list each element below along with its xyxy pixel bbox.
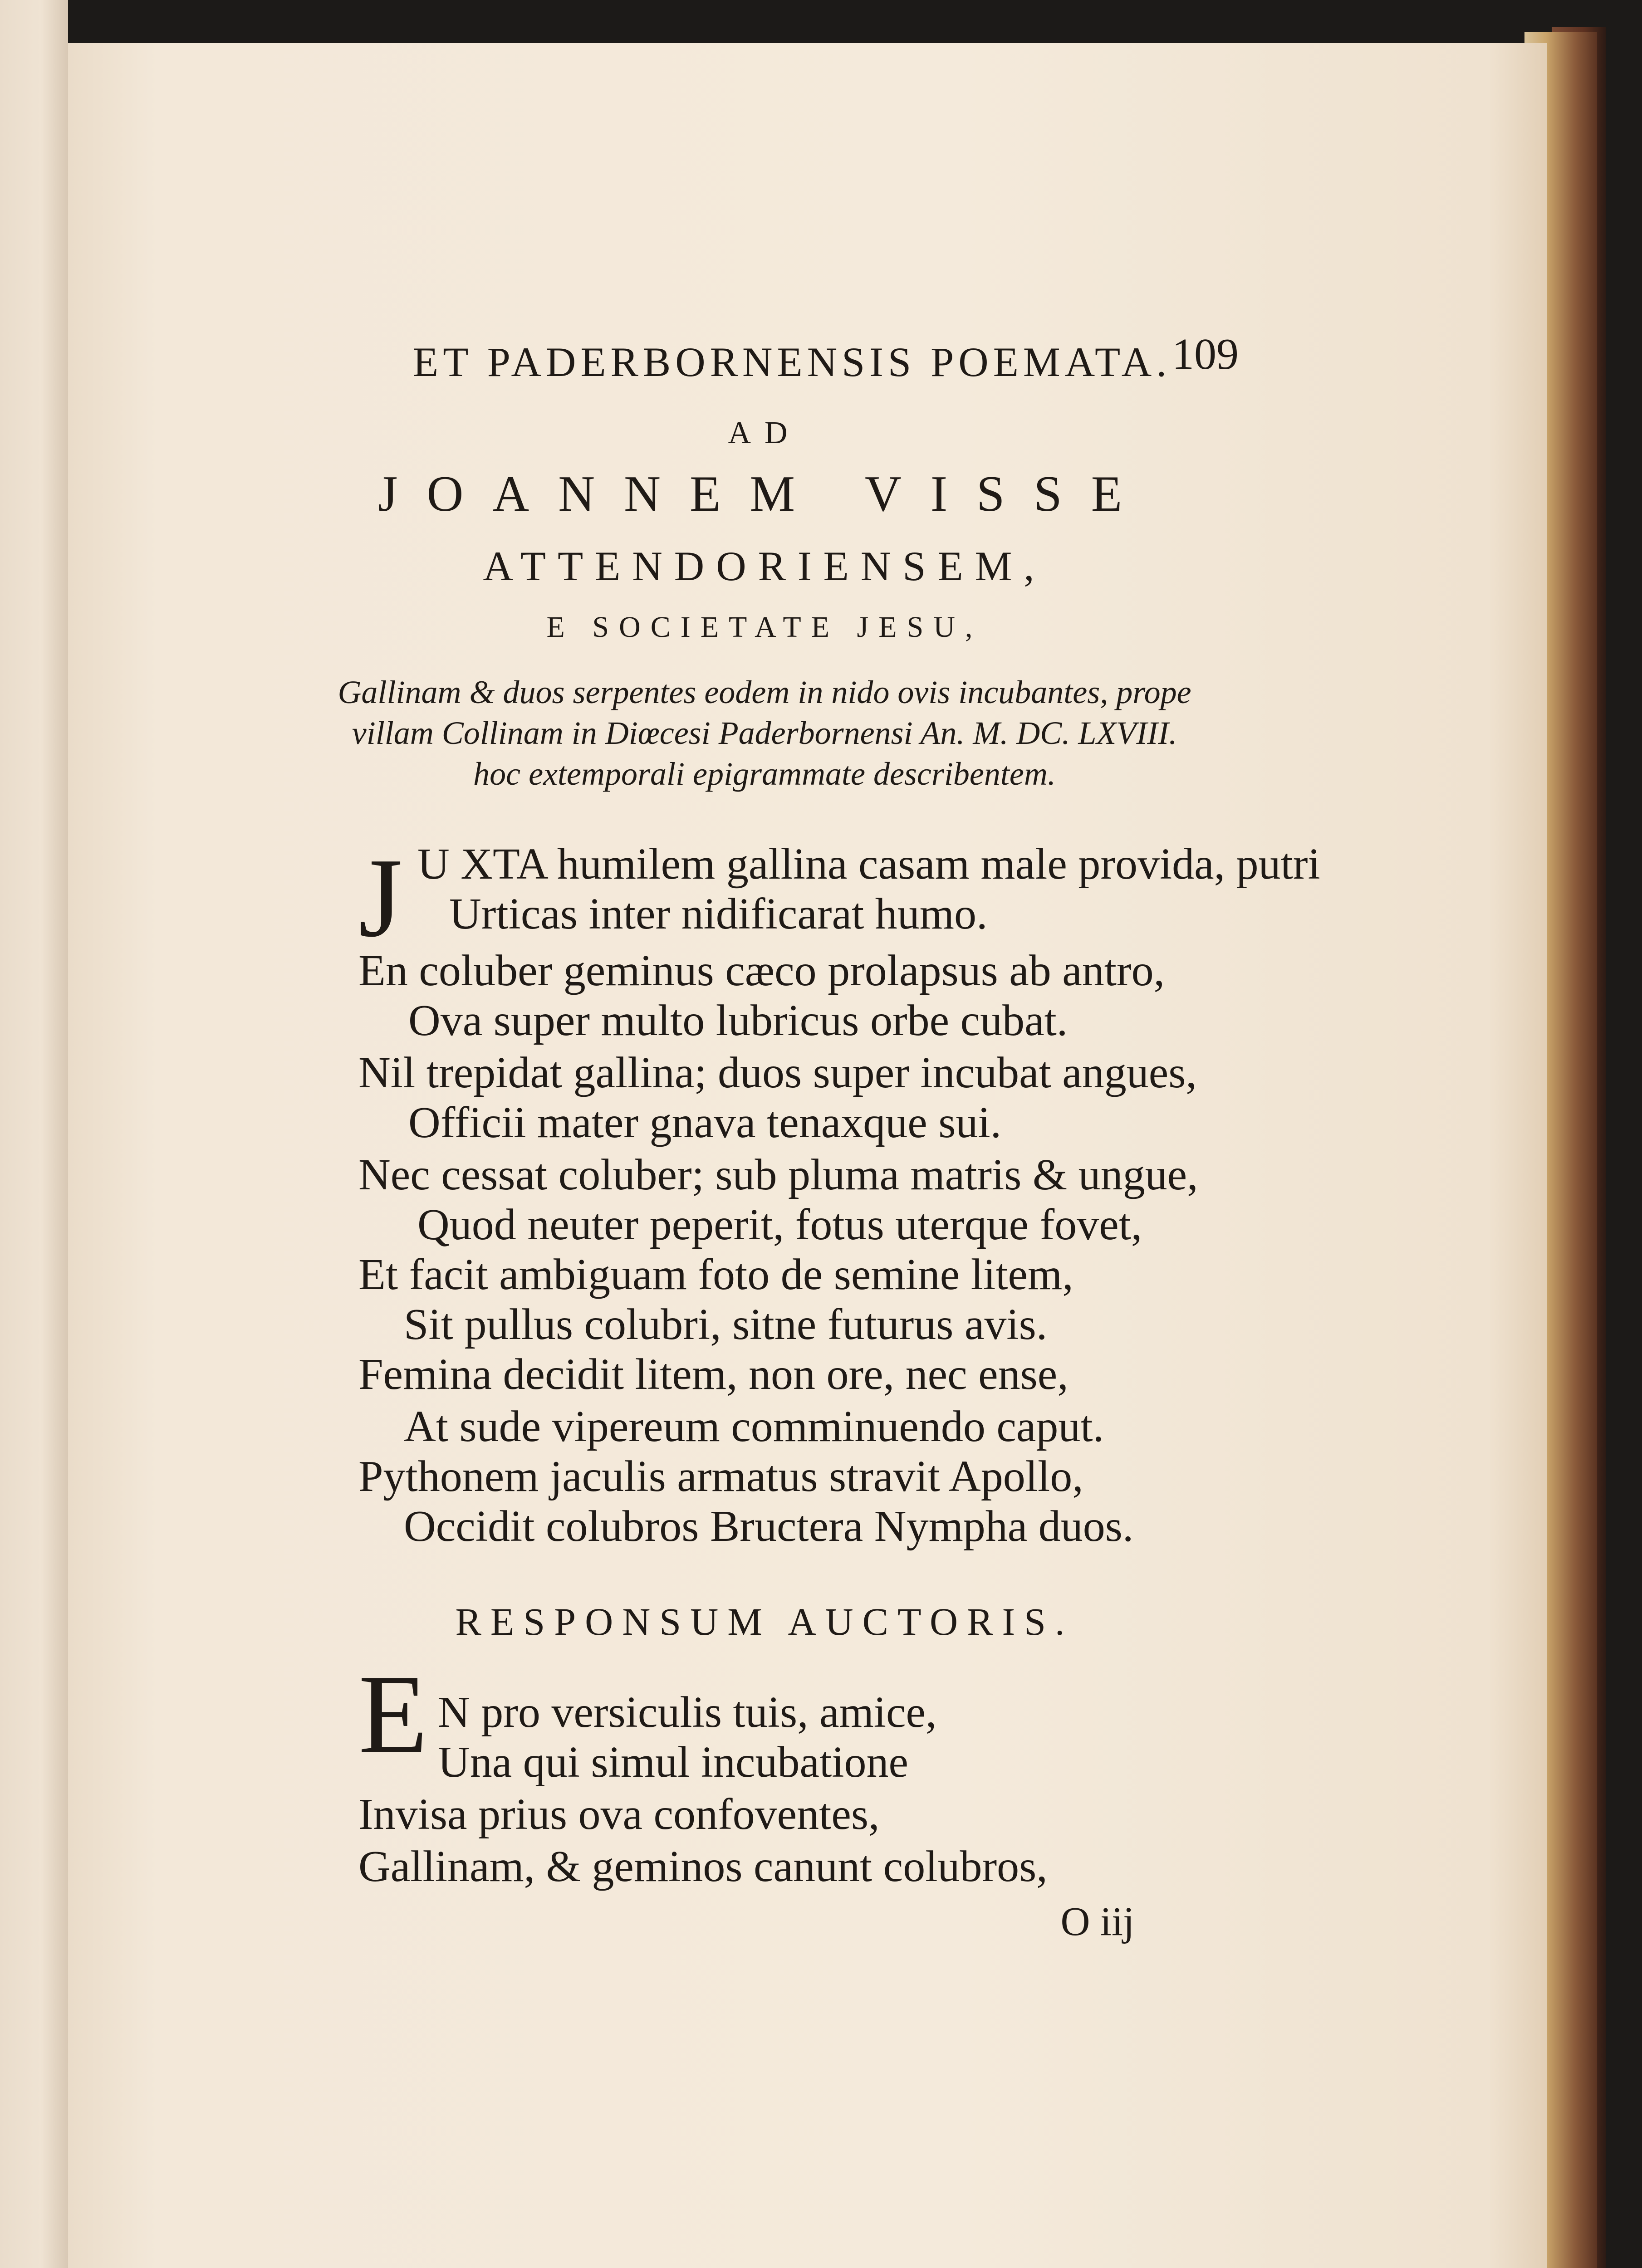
verse-line: Sit pullus colubri, sitne futurus avis. <box>404 1300 1048 1349</box>
title-order: E SOCIETATE JESU, <box>546 611 983 644</box>
book-page <box>68 43 1547 2268</box>
title-origin: ATTENDORIENSEM, <box>483 543 1046 589</box>
drop-cap: E <box>358 1652 428 1777</box>
page-number: 109 <box>1172 330 1239 379</box>
verse-line: Officii mater gnava tenaxque sui. <box>408 1098 1002 1147</box>
running-head: ET PADERBORNENSIS POEMATA. <box>413 339 1171 385</box>
previous-page-edge <box>0 0 68 2268</box>
verse-line: Pythonem jaculis armatus stravit Apollo, <box>358 1452 1083 1501</box>
verse-line: Et facit ambiguam foto de semine litem, <box>358 1250 1073 1299</box>
verse-line: Femina decidit litem, non ore, nec ense, <box>358 1350 1069 1399</box>
verse-line: U XTA humilem gallina casam male provida, putri <box>417 840 1320 889</box>
verse-line: Ova super multo lubricus orbe cubat. <box>408 996 1068 1045</box>
verse-line: En coluber geminus cæco prolapsus ab antro, <box>358 946 1165 995</box>
verse-line: Occidit colubros Bructera Nympha duos. <box>404 1502 1134 1551</box>
verse-line: Una qui simul incubatione <box>438 1738 908 1787</box>
verse-line: Nil trepidat gallina; duos super incubat angues, <box>358 1048 1197 1097</box>
title-ad: AD <box>728 415 801 450</box>
response-heading: RESPONSUM AUCTORIS. <box>455 1600 1074 1643</box>
drop-cap: J <box>358 835 403 961</box>
verse-line: Urticas inter nidificarat humo. <box>449 890 988 938</box>
signature-mark: O iij <box>1060 1899 1134 1944</box>
verse-line: Quod neuter peperit, fotus uterque fovet, <box>417 1200 1142 1249</box>
verse-line: Invisa prius ova confoventes, <box>358 1790 880 1839</box>
verse-line: N pro versiculis tuis, amice, <box>438 1688 937 1737</box>
title-name: JOANNEM VISSE <box>377 466 1152 522</box>
verse-line: Gallinam, & geminos canunt colubros, <box>358 1842 1048 1891</box>
dedication-line: hoc extemporali epigrammate describentem. <box>473 756 1056 792</box>
verse-line: At sude vipereum comminuendo caput. <box>404 1402 1104 1451</box>
verse-line: Nec cessat coluber; sub pluma matris & ungue, <box>358 1150 1198 1199</box>
dedication-line: villam Collinam in Diœcesi Paderbornensi An. M. DC. LXVIII. <box>352 715 1177 751</box>
dedication-line: Gallinam & duos serpentes eodem in nido ovis incubantes, prope <box>338 674 1191 710</box>
